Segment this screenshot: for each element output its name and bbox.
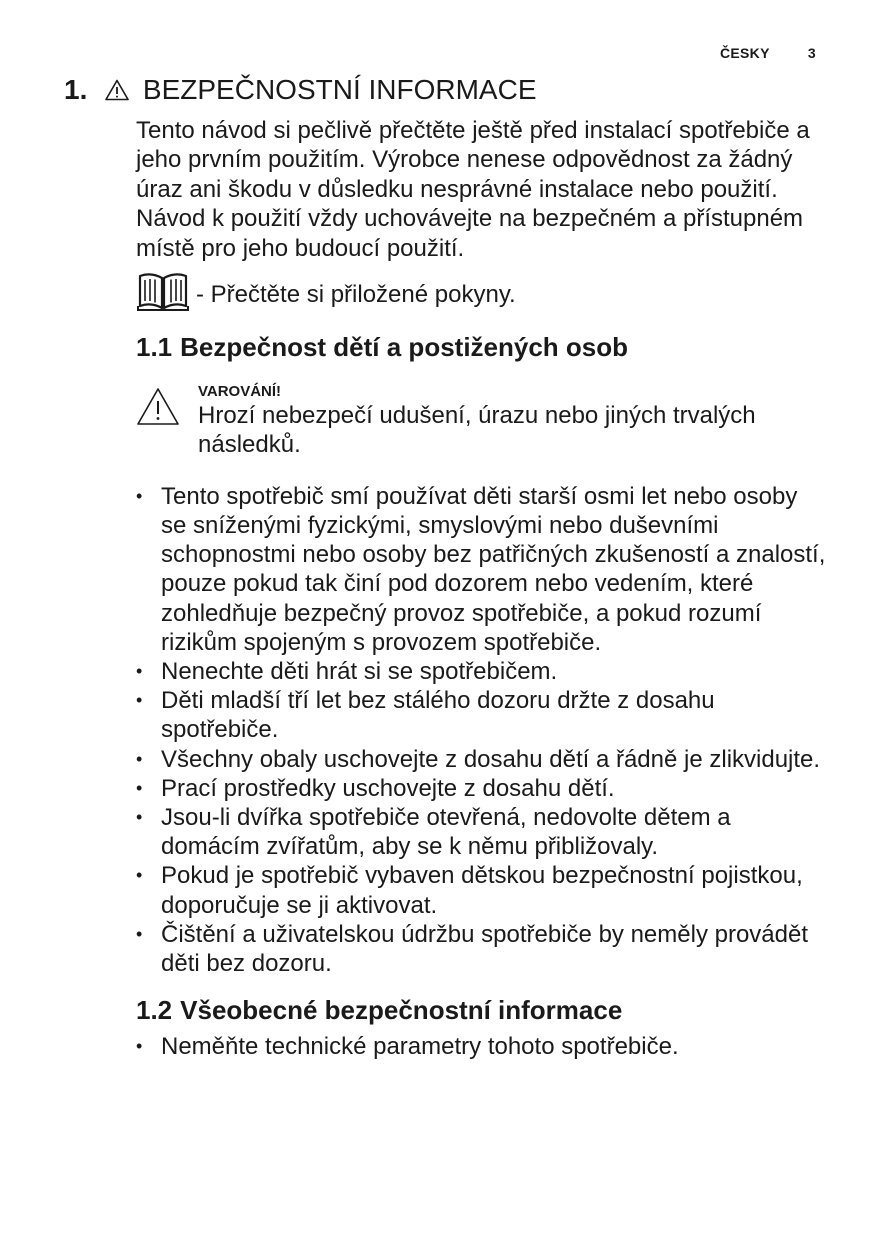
intro-paragraph: Tento návod si pečlivě přečtěte ještě před instalací spotřebiče a jeho prvním použitím. Výrobce nenese odpovědnost za žádný úraz ani škodu v důsledku nesprávné instalace nebo použití. Návod k použití vždy uchovávejte na bezpečném a přístupném místě pro jeho budoucí použití. [136, 117, 810, 262]
bullet-marker: • [136, 777, 143, 798]
bullet-marker: • [136, 690, 143, 711]
read-instructions-text: - Přečtěte si přiložené pokyny. [196, 281, 516, 309]
child-safety-list [136, 482, 826, 978]
warning-label: VAROVÁNÍ! [198, 383, 282, 401]
bullet-marker: • [136, 748, 143, 769]
general-safety-list [136, 1032, 826, 1061]
page-header [720, 45, 816, 61]
section-title [64, 72, 537, 110]
bullet-marker: • [136, 865, 143, 886]
section-number: 1. [64, 74, 88, 105]
warning-triangle-icon [136, 377, 198, 460]
warning-triangle-icon [105, 74, 129, 110]
bullet-marker: • [136, 923, 143, 944]
subsection-number: 1.2 [136, 995, 173, 1026]
open-book-icon [136, 270, 196, 317]
list-item-text: Děti mladší tří let bez stálého dozoru držte z dosahu spotřebiče. [161, 687, 715, 744]
subsection-heading-1-2 [136, 994, 826, 1026]
main-content [136, 116, 826, 1062]
read-instructions-row [136, 269, 826, 317]
list-item-text: Čištění a uživatelskou údržbu spotřebiče by neměly provádět děti bez dozoru. [161, 920, 809, 978]
subsection-number: 1.1 [136, 332, 173, 363]
list-item-text: Nenechte děti hrát si se spotřebičem. [161, 658, 558, 686]
list-item [136, 686, 826, 744]
page-number: 3 [807, 45, 816, 61]
warning-box [136, 377, 826, 460]
list-item-text: Prací prostředky uschovejte z dosahu dětí. [161, 774, 615, 802]
list-item-text: Všechny obaly uschovejte z dosahu dětí a řádně je zlikvidujte. [161, 745, 821, 773]
list-item-text: Tento spotřebič smí používat děti starší osmi let nebo osoby se sníženými fyzickými, smyslovými nebo duševními schopnostmi nebo osoby bez patřičných zkušeností a znalostí, pouze pokud tak činí pod dozorem nebo vedením, které zohledňuje bezpečný provoz spotřebiče, a pokud rozumí rizikům spojeným s provozem spotřebiče. [161, 482, 826, 656]
list-item [136, 745, 826, 774]
list-item-text: Neměňte technické parametry tohoto spotřebiče. [161, 1033, 679, 1061]
warning-text: Hrozí nebezpečí udušení, úrazu nebo jiných trvalých následků. [198, 402, 756, 459]
list-item-text: Pokud je spotřebič vybaven dětskou bezpečnostní pojistkou, doporučuje se ji aktivovat. [161, 862, 803, 919]
subsection-title: Bezpečnost dětí a postižených osob [180, 332, 629, 363]
list-item [136, 803, 826, 861]
list-item [136, 1032, 826, 1061]
list-item [136, 861, 826, 919]
list-item [136, 774, 826, 803]
language-label: ČESKY [719, 45, 770, 61]
list-item [136, 482, 826, 657]
subsection-heading-1-1 [136, 331, 826, 363]
list-item [136, 920, 826, 978]
warning-body [198, 377, 826, 460]
list-item-text: Jsou-li dvířka spotřebiče otevřená, nedovolte dětem a domácím zvířatům, aby se k němu přibližovaly. [161, 804, 731, 861]
bullet-marker: • [136, 1036, 143, 1057]
bullet-marker: • [136, 807, 143, 828]
bullet-marker: • [136, 485, 143, 506]
bullet-marker: • [136, 661, 143, 682]
subsection-title: Všeobecné bezpečnostní informace [180, 995, 623, 1026]
list-item [136, 657, 826, 686]
section-title-text: BEZPEČNOSTNÍ INFORMACE [142, 74, 537, 105]
